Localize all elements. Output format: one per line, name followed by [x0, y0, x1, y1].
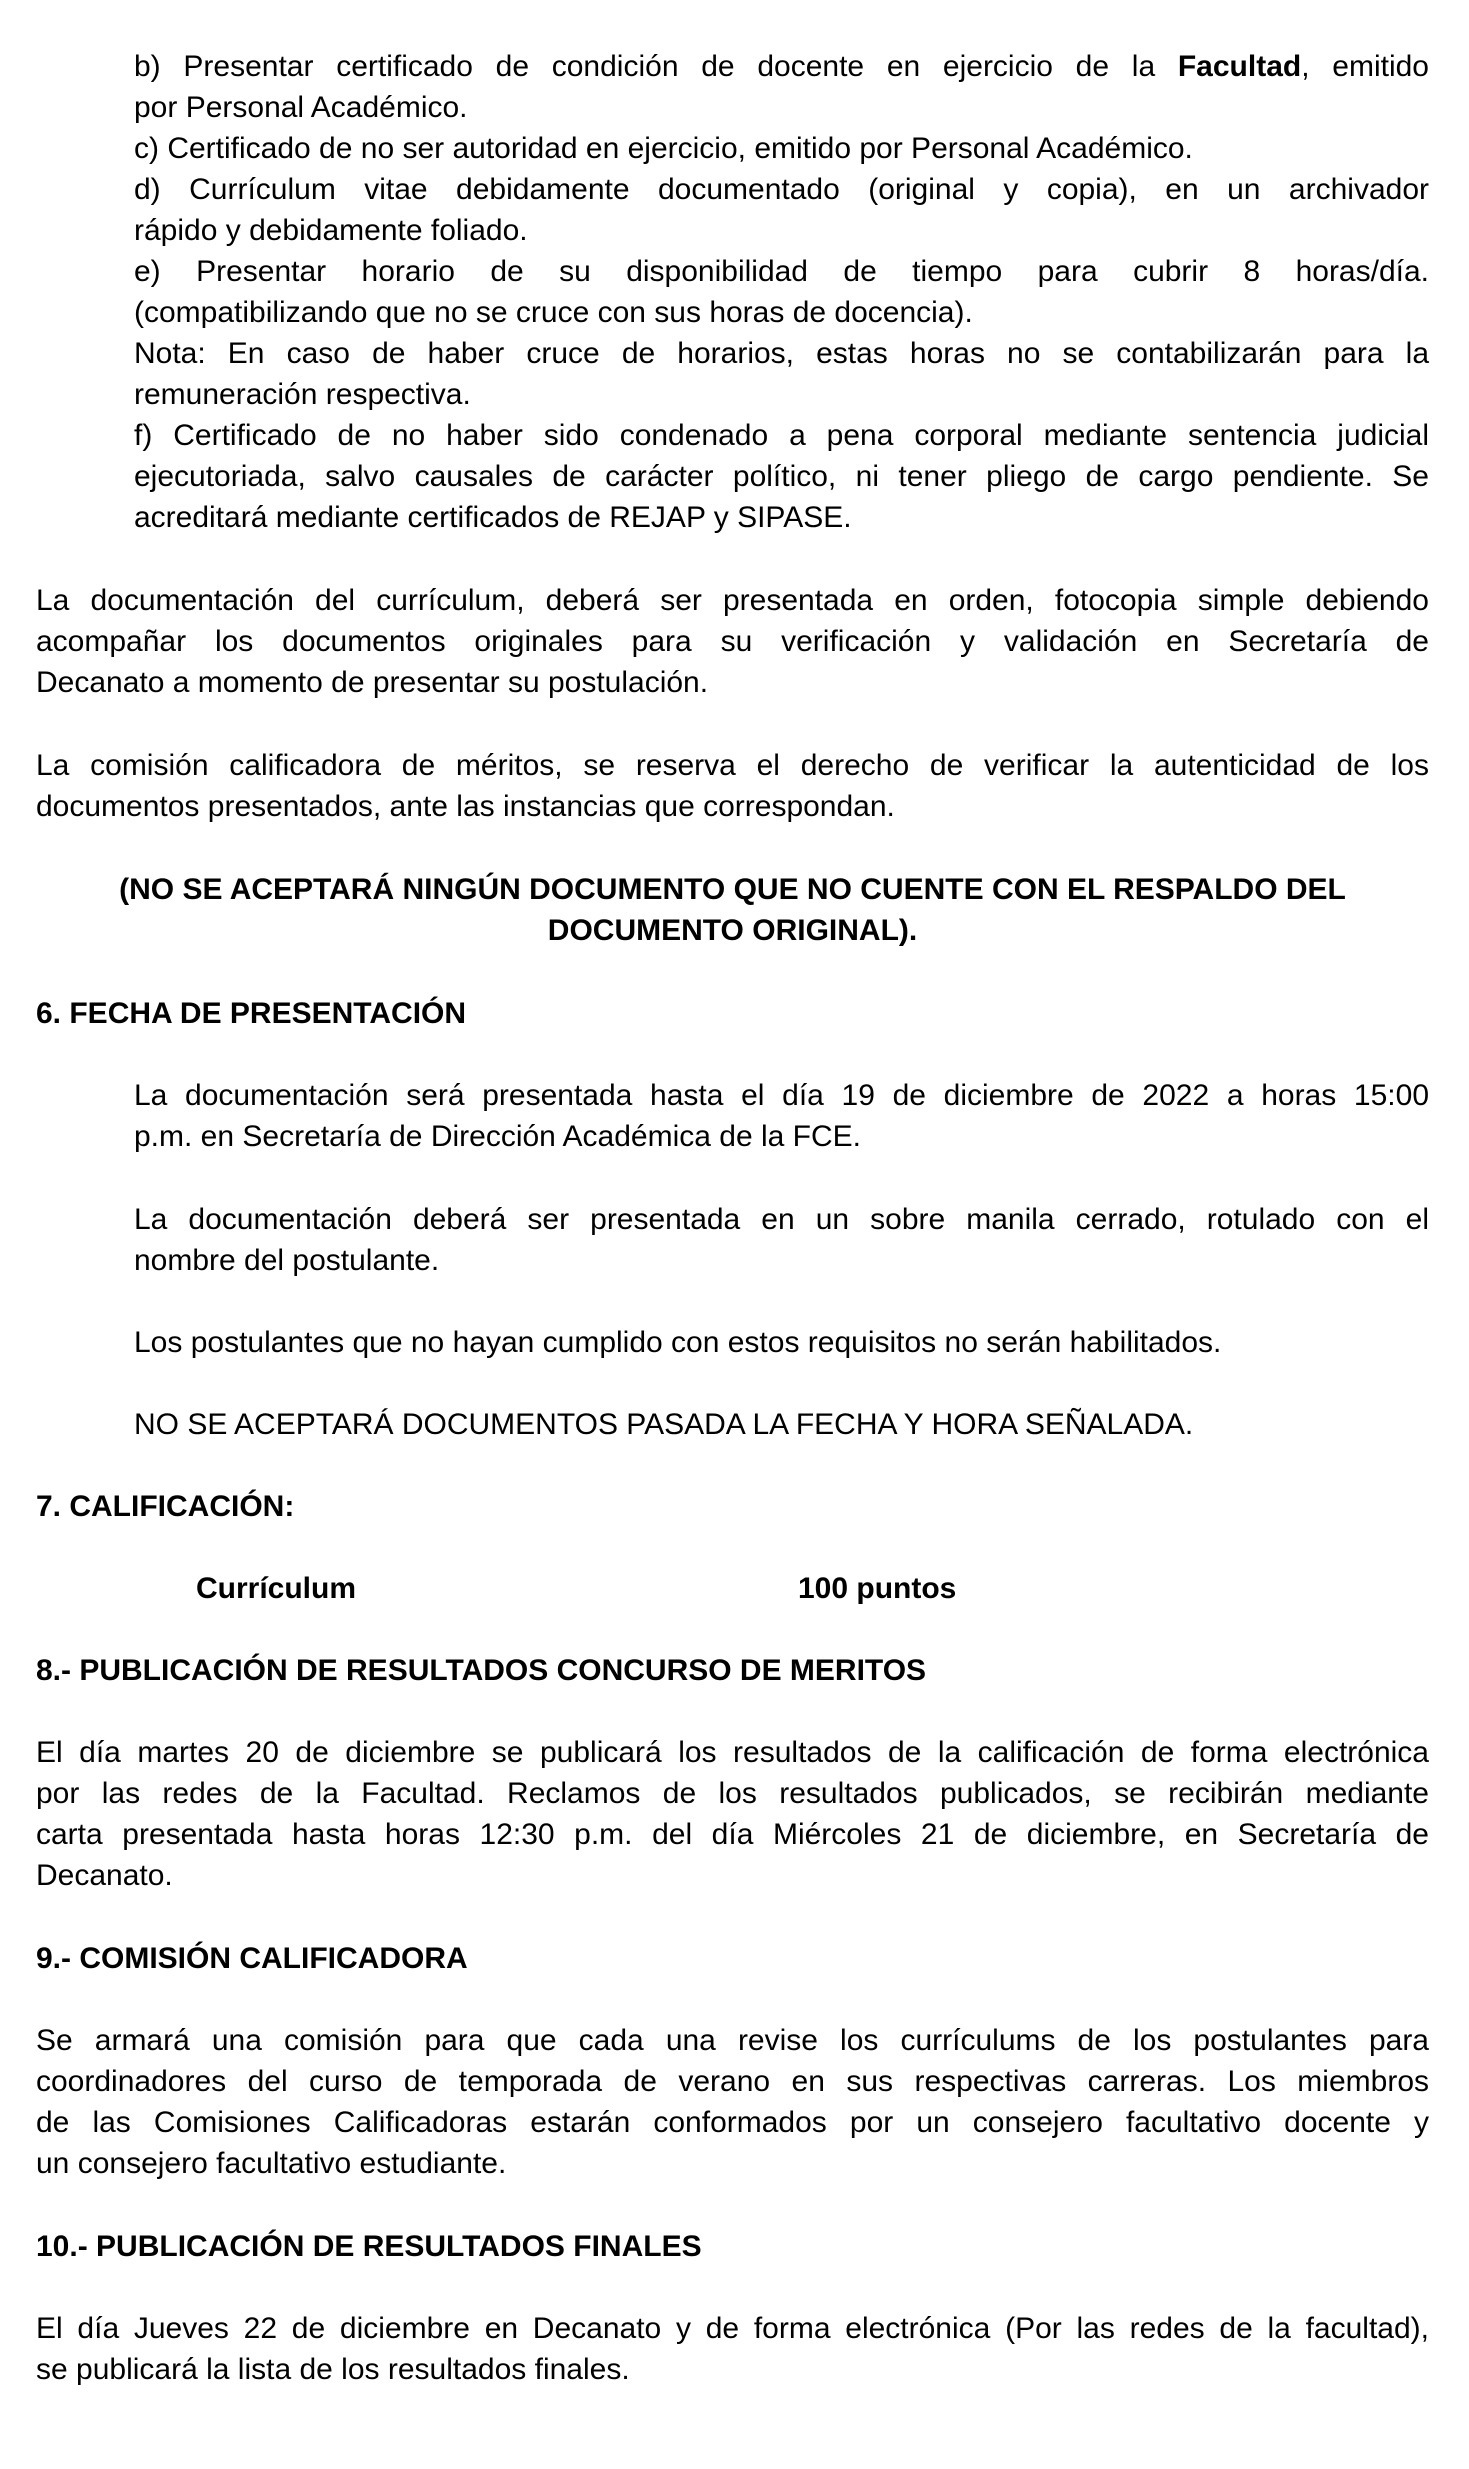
paragraph-documentacion-line1: La documentación del currículum, deberá ser presentada en orden, fotocopia simple debiendo [36, 584, 1429, 617]
calificacion-item-label: Currículum [196, 1572, 357, 1605]
section9-line4: un consejero facultativo estudiante. [36, 2147, 507, 2180]
section8-title: 8.- PUBLICACIÓN DE RESULTADOS CONCURSO DE MERITOS [36, 1654, 927, 1687]
nota [134, 333, 1429, 415]
requirement-b [134, 46, 1429, 128]
paragraph-comision [36, 745, 1429, 827]
paragraph-comision-line1: La comisión calificadora de méritos, se reserva el derecho de verificar la autenticidad de los [36, 749, 1429, 782]
section9-line2: coordinadores del curso de temporada de verano en sus respectivas carreras. Los miembros [36, 2065, 1429, 2098]
requirement-c-line1: c) Certificado de no ser autoridad en ejercicio, emitido por Personal Académico. [134, 132, 1193, 165]
section6-p4 [134, 1404, 1429, 1445]
section10-body [36, 2308, 1429, 2390]
section6-p2-line1: La documentación deberá ser presentada en un sobre manila cerrado, rotulado con el [134, 1203, 1429, 1236]
paragraph-documentacion [36, 580, 1429, 703]
section6-p3-line1: Los postulantes que no hayan cumplido con estos requisitos no serán habilitados. [134, 1326, 1222, 1359]
section6-p2 [134, 1199, 1429, 1281]
requirement-f-line3: acreditará mediante certificados de REJAP y SIPASE. [134, 501, 852, 534]
paragraph-documentacion-line2: acompañar los documentos originales para su verificación y validación en Secretaría de [36, 625, 1429, 658]
facultad-bold: Facultad [1177, 50, 1302, 83]
paragraph-documentacion-line3: Decanato a momento de presentar su postulación. [36, 666, 709, 699]
section9-body [36, 2020, 1429, 2184]
requirement-d [134, 169, 1429, 251]
requirement-e-line2: (compatibilizando que no se cruce con sus horas de docencia). [134, 296, 973, 329]
section8-body [36, 1732, 1429, 1896]
section8-line1: El día martes 20 de diciembre se publicará los resultados de la calificación de forma electrónica [36, 1736, 1429, 1769]
warning-notice [36, 869, 1429, 951]
section6-p4-line1: NO SE ACEPTARÁ DOCUMENTOS PASADA LA FECHA Y HORA SEÑALADA. [134, 1408, 1194, 1441]
requirement-d-line1: d) Currículum vitae debidamente documentado (original y copia), en un archivador [134, 173, 1429, 206]
section6-p1-line2: p.m. en Secretaría de Dirección Académica de la FCE. [134, 1120, 862, 1153]
requirement-d-line2: rápido y debidamente foliado. [134, 214, 528, 247]
nota-line1: Nota: En caso de haber cruce de horarios, estas horas no se contabilizarán para la [134, 337, 1429, 370]
requirement-b-line1 [134, 46, 1429, 87]
section9-line1: Se armará una comisión para que cada una revise los currículums de los postulantes para [36, 2024, 1429, 2057]
section10-line1: El día Jueves 22 de diciembre en Decanato y de forma electrónica (Por las redes de la facultad), [36, 2312, 1429, 2345]
requirement-e-line1: e) Presentar horario de su disponibilidad de tiempo para cubrir 8 horas/día. [134, 255, 1429, 288]
requirement-b-line2: por Personal Académico. [134, 91, 468, 124]
paragraph-comision-line2: documentos presentados, ante las instancias que correspondan. [36, 790, 895, 823]
section6-title: 6. FECHA DE PRESENTACIÓN [36, 997, 467, 1030]
requirement-f-line2: ejecutoriada, salvo causales de carácter político, ni tener pliego de cargo pendiente. Se [134, 460, 1429, 493]
section6-p3 [134, 1322, 1429, 1363]
section7-title: 7. CALIFICACIÓN: [36, 1490, 295, 1523]
section8-line2: por las redes de la Facultad. Reclamos de los resultados publicados, se recibirán mediante [36, 1777, 1429, 1810]
section6-p2-line2: nombre del postulante. [134, 1244, 440, 1277]
requirement-c [134, 128, 1429, 169]
warning-line2: DOCUMENTO ORIGINAL). [547, 914, 918, 947]
section10-line2: se publicará la lista de los resultados finales. [36, 2353, 630, 2386]
section9-title: 9.- COMISIÓN CALIFICADORA [36, 1942, 468, 1975]
requirement-b-text: b) Presentar certificado de condición de docente en ejercicio de la [134, 50, 1178, 83]
requirement-e [134, 251, 1429, 333]
requirement-f [134, 415, 1429, 538]
warning-line1: (NO SE ACEPTARÁ NINGÚN DOCUMENTO QUE NO CUENTE CON EL RESPALDO DEL [119, 873, 1346, 906]
requirement-b-text-end: , emitido [1301, 50, 1429, 83]
calificacion-item-value: 100 puntos [798, 1572, 957, 1605]
section6-p1 [134, 1075, 1429, 1157]
section10-title: 10.- PUBLICACIÓN DE RESULTADOS FINALES [36, 2230, 702, 2263]
section6-p1-line1: La documentación será presentada hasta el día 19 de diciembre de 2022 a horas 15:00 [134, 1079, 1429, 1112]
requirement-f-line1: f) Certificado de no haber sido condenado a pena corporal mediante sentencia judicial [134, 419, 1429, 452]
section9-line3: de las Comisiones Calificadoras estarán conformados por un consejero facultativo docente y [36, 2106, 1429, 2139]
nota-line2: remuneración respectiva. [134, 378, 471, 411]
section8-line4: Decanato. [36, 1859, 173, 1892]
section8-line3: carta presentada hasta horas 12:30 p.m. del día Miércoles 21 de diciembre, en Secretaría de [36, 1818, 1429, 1851]
